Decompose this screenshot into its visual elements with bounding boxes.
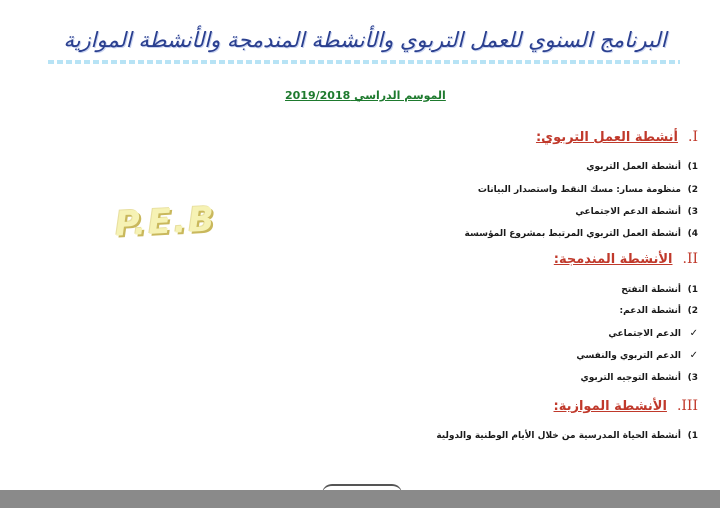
item-text: أنشطة العمل التربوي المرتبط بمشروع المؤسسة [464,229,681,239]
item-text: أنشطة الدعم: [619,306,681,316]
item-marker: 1) [687,285,698,295]
item-text: أنشطة الدعم الاجتماعي [575,207,681,217]
item-text: الدعم التربوي والنفسي [576,350,681,361]
list-item [576,350,698,361]
section-number: I. [688,129,698,145]
section-number: II. [682,251,698,267]
item-text: أنشطة الحياة المدرسية من خلال الأيام الوطنية والدولية [436,431,681,441]
section-heading-2 [554,251,698,267]
item-marker: 1) [687,162,698,172]
check-icon: ✓ [689,350,698,361]
section-label: الأنشطة الموازية: [553,399,667,414]
item-text: أنشطة التفتح [621,285,681,295]
item-marker: 1) [687,431,698,441]
item-text: أنشطة العمل التربوي [586,162,681,172]
list-item [436,431,698,441]
item-marker: 2) [687,185,698,195]
item-marker: 4) [687,229,698,239]
list-item [608,328,698,339]
item-marker: 3) [687,373,698,383]
check-icon: ✓ [689,328,698,339]
title-underline [48,60,680,64]
section-heading-1 [536,129,698,145]
page-bottom-edge [0,490,720,508]
section-label: الأنشطة المندمجة: [553,252,673,267]
list-item [465,229,698,239]
list-item [478,185,698,195]
list-item [575,207,698,217]
list-item [580,373,698,383]
item-marker: 3) [687,207,698,217]
list-item [586,162,698,172]
section-number: III. [676,398,698,414]
list-item [621,285,698,295]
item-text: منظومة مسار: مسك النقط واستصدار البيانات [477,185,681,195]
item-text: الدعم الاجتماعي [608,328,681,339]
section-label: أنشطة العمل التربوي: [535,130,679,145]
section-heading-3 [554,398,698,414]
item-text: أنشطة التوجيه التربوي [580,373,681,383]
season-label: الموسم الدراسي 2019/2018 [285,89,446,102]
list-item [620,306,698,316]
item-marker: 2) [687,306,698,316]
document-title: البرنامج السنوي للعمل التربوي والأنشطة المندمجة والأنشطة الموازية [63,28,667,52]
watermark-logo: P.E.B [114,199,218,245]
